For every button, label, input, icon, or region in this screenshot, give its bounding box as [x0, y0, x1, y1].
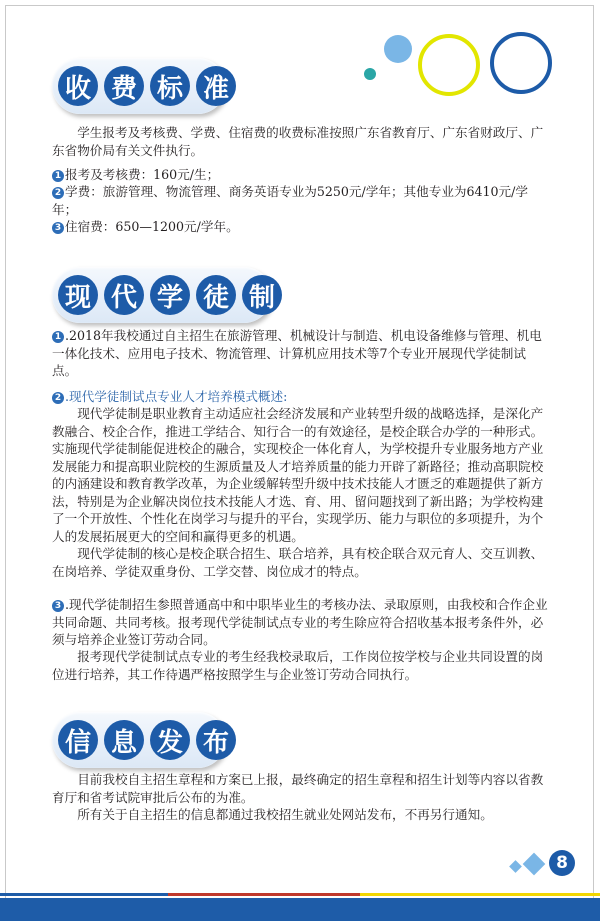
paragraph-text: .2018年我校通过自主招生在旅游管理、机械设计与制造、机电设备维修与管理、机电一体化技术、应用电子技术、物流管理、计算机应用技术等7个专业开展现代学徒制试点。	[52, 328, 542, 378]
apprenticeship-overview-paragraph: 现代学徒制是职业教育主动适应社会经济发展和产业转型升级的战略选择，是深化产教融合、校企合作，推进工学结合、知行合一的有效途径，是校企联合办学的一种形式。实施现代学徒制能促进校企的融合，实现校企一体化育人，为学校提升专业服务地方产业发展能力和提高职业院校的生源质量及人才培养质量的能力开辟了新路径；推动高职院校的内涵建设和教育教学改革，为企业缓解转型升级中技术技能人才匮乏的难题提供了新方法，特别是为企业解决岗位技术技能人才选、育、用、留问题找到了新出路；为学校构建了一个开放性、个性化在岗学习与提升的平台，实现学历、能力与职位的多项提升，为个人的发展拓展更大的空间和赢得更多的机遇。	[52, 406, 544, 544]
fee-item-text: 住宿费：650—1200元/学年。	[65, 219, 239, 234]
title-char: 收	[58, 66, 98, 106]
number-badge-icon: 3	[52, 600, 64, 612]
fee-item-exam	[52, 166, 548, 184]
title-char: 息	[104, 720, 144, 760]
page-number: 8	[556, 853, 568, 873]
title-char: 现	[58, 275, 98, 315]
section-title-information-release	[58, 720, 236, 760]
decor-blue-ring	[490, 32, 552, 94]
title-char: 信	[58, 720, 98, 760]
number-badge-icon: 1	[52, 331, 64, 343]
decor-yellow-ring	[418, 34, 480, 96]
title-char: 费	[104, 66, 144, 106]
section-title-fee-standard	[58, 66, 236, 106]
footer-thin-line	[0, 893, 600, 896]
fee-item-text: 学费：旅游管理、物流管理、商务英语专业为5250元/学年；其他专业为6410元/学年；	[52, 184, 528, 217]
paragraph-text: .现代学徒制招生参照普通高中和中职毕业生的考核办法、录取原则，由我校和合作企业共同命题、共同考核。报考现代学徒制试点专业的考生除应符合招收基本报考条件外，必须与培养企业签订劳动合同。	[52, 597, 548, 647]
number-badge-icon: 3	[52, 222, 64, 234]
section-title-modern-apprenticeship	[58, 275, 282, 315]
title-char: 准	[196, 66, 236, 106]
title-char: 发	[150, 720, 190, 760]
title-char: 学	[150, 275, 190, 315]
subheading-text: .现代学徒制试点专业人才培养模式概述:	[65, 389, 288, 404]
apprenticeship-item-3	[52, 596, 548, 649]
decor-light-blue-circle	[384, 35, 412, 63]
title-char: 制	[242, 275, 282, 315]
apprenticeship-employment-paragraph: 报考现代学徒制试点专业的考生经我校录取后，工作岗位按学校与企业共同设置的岗位进行培养，其工作待遇严格按照学生与企业签订劳动合同执行。	[52, 649, 544, 682]
number-badge-icon: 2	[52, 187, 64, 199]
title-char: 标	[150, 66, 190, 106]
number-badge-icon: 1	[52, 170, 64, 182]
fee-item-text: 报考及考核费：160元/生；	[65, 167, 220, 182]
title-char: 代	[104, 275, 144, 315]
fee-intro-paragraph: 学生报考及考核费、学费、住宿费的收费标准按照广东省教育厅、广东省财政厅、广东省物价局有关文件执行。	[52, 125, 544, 158]
apprenticeship-item-2-heading	[52, 388, 548, 406]
page-number-badge	[549, 850, 575, 876]
fee-item-accommodation	[52, 218, 548, 236]
apprenticeship-item-1	[52, 327, 548, 380]
title-char: 徒	[196, 275, 236, 315]
apprenticeship-core-paragraph: 现代学徒制的核心是校企联合招生、联合培养，具有校企联合双元育人、交互训教、在岗培养、学徒双重身份、工学交替、岗位成才的特点。	[52, 546, 544, 579]
info-paragraph-1: 目前我校自主招生章程和方案已上报，最终确定的招生章程和招生计划等内容以省教育厅和省考试院审批后公布的为准。	[52, 772, 544, 805]
info-paragraph-2: 所有关于自主招生的信息都通过我校招生就业处网站发布，不再另行通知。	[77, 807, 493, 822]
title-char: 布	[196, 720, 236, 760]
footer-band	[0, 898, 600, 921]
decor-small-teal-dot	[364, 68, 376, 80]
fee-item-tuition	[52, 183, 548, 218]
number-badge-icon: 2	[52, 392, 64, 404]
